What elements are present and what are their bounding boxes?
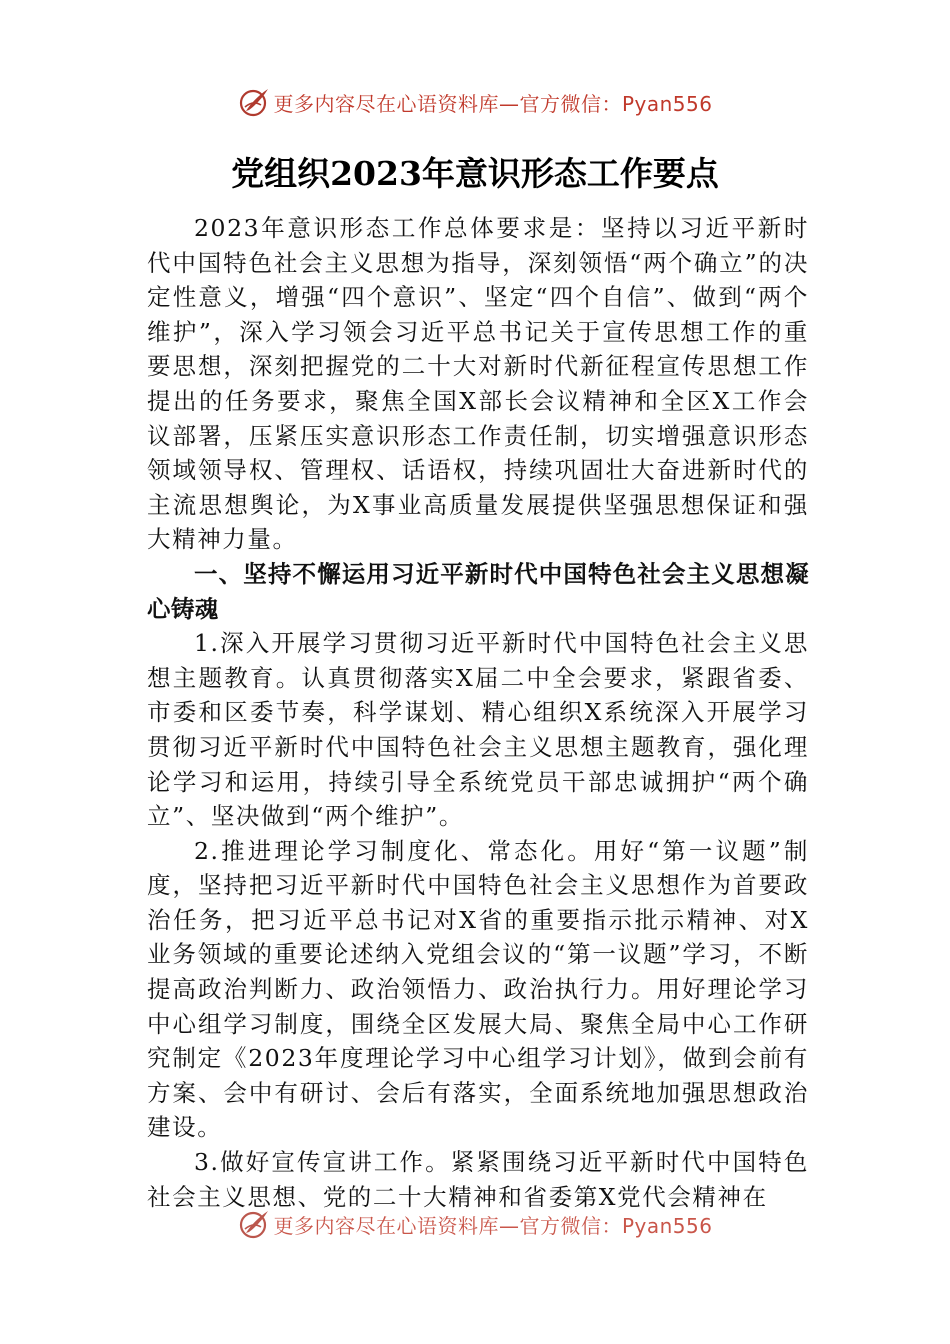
watermark-banner-top bbox=[0, 82, 950, 122]
watermark-banner-bottom bbox=[0, 1204, 950, 1244]
item-paragraph-3: 3.做好宣传宣讲工作。紧紧围绕习近平新时代中国特色社会主义思想、党的二十大精神和省委第X党代会精神在 bbox=[147, 1148, 809, 1211]
watermark-text: 更多内容尽在心语资料库—官方微信：Pyan556 bbox=[273, 91, 713, 116]
item-paragraph-1: 1.深入开展学习贯彻习近平新时代中国特色社会主义思想主题教育。认真贯彻落实X届二中全会要求，紧跟省委、市委和区委节奏，科学谋划、精心组织X系统深入开展学习贯彻习近平新时代中国特色社会主义思想主题教育，强化理论学习和运用，持续引导全系统党员干部忠诚拥护“两个确立”、坚决做到“两个维护”。 bbox=[147, 629, 809, 831]
intro-paragraph: 2023年意识形态工作总体要求是：坚持以习近平新时代中国特色社会主义思想为指导，深刻领悟“两个确立”的决定性意义，增强“四个意识”、坚定“四个自信”、做到“两个维护”，深入学习领会习近平总书记关于宣传思想工作的重要思想，深刻把握党的二十大对新时代新征程宣传思想工作提出的任务要求，聚焦全国X部长会议精神和全区X工作会议部署，压紧压实意识形态工作责任制，切实增强意识形态领域领导权、管理权、话语权，持续巩固壮大奋进新时代的主流思想舆论，为X事业高质量发展提供坚强思想保证和强大精神力量。 bbox=[147, 214, 809, 554]
watermark-text: 更多内容尽在心语资料库—官方微信：Pyan556 bbox=[273, 1213, 713, 1238]
document-title: 党组织2023年意识形态工作要点 bbox=[231, 154, 719, 193]
document-body bbox=[147, 211, 809, 1214]
quill-logo-icon bbox=[237, 85, 271, 119]
item-paragraph-2: 2.推进理论学习制度化、常态化。用好“第一议题”制度，坚持把习近平新时代中国特色社会主义思想作为首要政治任务，把习近平总书记对X省的重要指示批示精神、对X业务领域的重要论述纳入党组会议的“第一议题”学习，不断提高政治判断力、政治领悟力、政治执行力。用好理论学习中心组学习制度，围绕全区发展大局、聚焦全局中心工作研究制定《2023年度理论学习中心组学习计划》，做到会前有方案、会中有研讨、会后有落实，全面系统地加强思想政治建设。 bbox=[147, 836, 809, 1142]
quill-logo-icon bbox=[237, 1207, 271, 1241]
section-heading: 一、坚持不懈运用习近平新时代中国特色社会主义思想凝心铸魂 bbox=[147, 559, 809, 623]
